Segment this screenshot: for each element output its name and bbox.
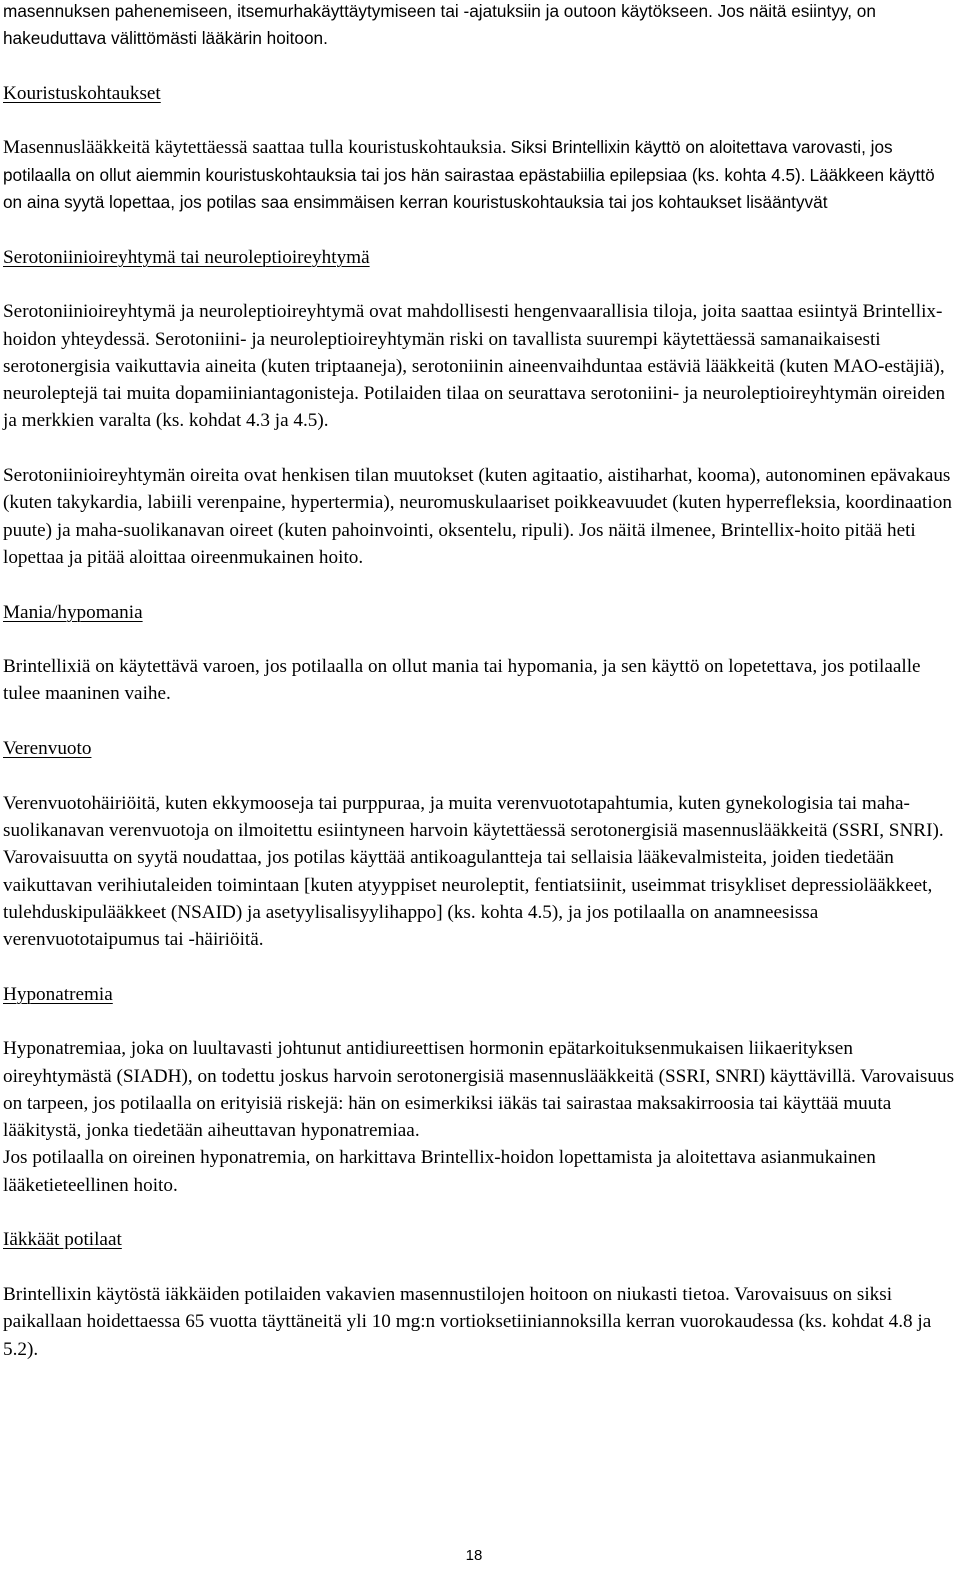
page-number: 18 xyxy=(465,1547,483,1564)
section-heading-serotonin: Serotoniinioireyhtymä tai neuroleptioireyhtymä xyxy=(3,246,370,268)
serotonin-paragraph-2: Serotoniinioireyhtymän oireita ovat henkisen tilan muutokset (kuten agitaatio, aistiharhat, kooma), autonominen epävakaus (kuten takykardia, labiili verenpaine, hypertermia), neuromuskulaariset poikkeavuudet (kuten hyperrefleksia, koordinaation puute) ja maha-suolikanavan oireet (kuten pahoinvointi, oksentelu, ripuli). Jos näitä ilmenee, Brintellix-hoito pitää heti lopettaa ja pitää aloittaa oireenmukainen hoito. xyxy=(3,465,952,568)
section-heading-seizures: Kouristuskohtaukset xyxy=(3,82,161,104)
hyponatremia-paragraph-2: Jos potilaalla on oireinen hyponatremia, on harkittava Brintellix-hoidon lopettamista ja aloitettava asianmukainen lääketieteellinen hoito. xyxy=(3,1147,876,1196)
bleeding-paragraph: Verenvuotohäiriöitä, kuten ekkymooseja tai purppuraa, ja muita verenvuototapahtumia, kuten gynekologisia tai maha-suolikanavan verenvuotoja on ilmoitettu esiintyneen harvoin käytettäessä serotonergisiä masennuslääkkeitä (SSRI, SNRI). Varovaisuutta on syytä noudattaa, jos potilas käyttää antikoagulantteja tai sellaisia lääkevalmisteita, joiden tiedetään vaikuttavan verihiutaleiden toimintaan [kuten atyyppiset neuroleptit, fentiatsiinit, useimmat trisykliset depressiolääkkeet, tulehduskipulääkkeet (NSAID) ja asetyylisalisyylihappo] (ks. kohta 4.5), ja jos potilaalla on anamneesissa verenvuototaipumus tai -häiriöitä. xyxy=(3,792,944,951)
seizures-text-part3: Lääkkeen käyttö on aina syytä lopettaa, jos potilas saa ensimmäisen kerran kouristuskohtauksia tai jos kohtaukset lisääntyvät xyxy=(3,164,935,213)
document-page xyxy=(3,0,958,1363)
hyponatremia-paragraph-1: Hyponatremiaa, joka on luultavasti johtunut antidiureettisen hormonin epätarkoituksenmukaisen liikaerityksen oireyhtymästä (SIADH), on todettu joskus harvoin serotonergisiä masennuslääkkeitä (SSRI, SNRI) käyttävillä. Varovaisuus on tarpeen, jos potilaalla on erityisiä riskejä: hän on esimerkiksi iäkäs tai sairastaa maksakirroosia tai käyttää muuta lääkitystä, jonka tiedetään aiheuttavan hyponatremiaa. xyxy=(3,1038,955,1142)
seizures-text-part1: Masennuslääkkeitä käytettäessä saattaa tulla kouristuskohtauksia. xyxy=(3,137,507,159)
serotonin-paragraph-1: Serotoniinioireyhtymä ja neuroleptioireyhtymä ovat mahdollisesti hengenvaarallisia tiloja, joita saattaa esiintyä Brintellix-hoidon yhteydessä. Serotoniini- ja neuroleptioireyhtymän riski on tavallista suurempi käytettäessä samanaikaisesti serotonergisia vaikuttavia aineita (kuten triptaaneja), serotoniinin aineenvaihduntaa estäviä lääkkeitä (kuten MAO-estäjiä), neuroleptejä tai muita dopamiiniantagonisteja. Potilaiden tilaa on seurattava serotoniini- ja neuroleptioireyhtymän oireiden ja merkkien varalta (ks. kohdat 4.3 ja 4.5). xyxy=(3,301,946,432)
mania-paragraph: Brintellixiä on käytettävä varoen, jos potilaalla on ollut mania tai hypomania, ja sen käyttö on lopetettava, jos potilaalle tulee maaninen vaihe. xyxy=(3,656,921,705)
section-heading-elderly: Iäkkäät potilaat xyxy=(3,1229,122,1251)
section-heading-mania: Mania/hypomania xyxy=(3,601,143,623)
intro-paragraph: masennuksen pahenemiseen, itsemurhakäyttäytymiseen tai -ajatuksiin ja outoon käytökseen. Jos näitä esiintyy, on hakeuduttava välittömästi lääkärin hoitoon. xyxy=(3,1,876,49)
seizures-text-part2: Siksi Brintellixin käyttö on aloitettava varovasti, jos potilaalla on ollut aiemmin kouristuskohtauksia tai jos hän sairastaa epästabiilia epilepsiaa (ks. kohta 4.5). xyxy=(3,137,893,185)
section-heading-bleeding: Verenvuoto xyxy=(3,738,92,760)
section-heading-hyponatremia: Hyponatremia xyxy=(3,983,113,1005)
elderly-paragraph: Brintellixin käytöstä iäkkäiden potilaiden vakavien masennustilojen hoitoon on niukasti tietoa. Varovaisuus on siksi paikallaan hoidettaessa 65 vuotta täyttäneitä yli 10 mg:n vortioksetiiniannoksilla kerran vuorokaudessa (ks. kohdat 4.8 ja 5.2). xyxy=(3,1283,932,1360)
seizures-paragraph xyxy=(3,134,958,216)
